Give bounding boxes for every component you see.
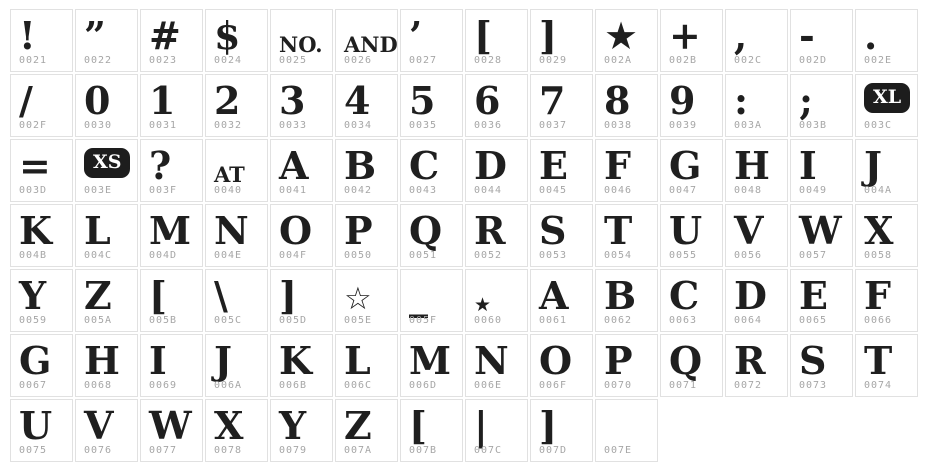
- glyph: AT: [214, 162, 245, 187]
- glyph: O: [279, 208, 312, 253]
- glyph: [: [474, 13, 491, 58]
- codepoint-label: 0026: [344, 55, 373, 66]
- codepoint-label: 004D: [149, 250, 178, 261]
- glyph: ]: [539, 403, 556, 448]
- codepoint-label: 0042: [344, 185, 373, 196]
- glyph-cell: [75, 334, 138, 397]
- glyph: U: [669, 208, 702, 253]
- glyph-cell: [335, 139, 398, 202]
- glyph-cell: [270, 269, 333, 332]
- codepoint-label: 005F: [409, 315, 438, 326]
- glyph-cell: [595, 269, 658, 332]
- glyph-cell: [725, 334, 788, 397]
- glyph: P: [604, 338, 632, 383]
- glyph-cell: [140, 9, 203, 72]
- codepoint-label: 0057: [799, 250, 828, 261]
- codepoint-label: 004F: [279, 250, 308, 261]
- codepoint-label: 002F: [19, 120, 48, 131]
- glyph: NO.: [279, 32, 323, 57]
- codepoint-label: 005C: [214, 315, 243, 326]
- codepoint-label: 0056: [734, 250, 763, 261]
- glyph-cell: [465, 204, 528, 267]
- glyph-cell: [400, 204, 463, 267]
- glyph: D: [474, 143, 506, 188]
- codepoint-label: 0038: [604, 120, 633, 131]
- glyph: X: [214, 403, 243, 448]
- codepoint-label: 005D: [279, 315, 308, 326]
- codepoint-label: 006E: [474, 380, 503, 391]
- codepoint-label: 0058: [864, 250, 893, 261]
- glyph-cell: [855, 269, 918, 332]
- glyph-cell: [10, 74, 73, 137]
- glyph: :: [734, 78, 748, 123]
- codepoint-label: 0074: [864, 380, 893, 391]
- glyph: !: [19, 13, 35, 58]
- glyph: N: [474, 338, 508, 383]
- glyph: ’: [409, 13, 422, 58]
- glyph: W: [799, 208, 841, 253]
- glyph-cell: [530, 204, 593, 267]
- glyph: ,: [734, 13, 747, 58]
- glyph: 5: [409, 78, 435, 123]
- glyph: $: [214, 13, 240, 58]
- codepoint-label: 002A: [604, 55, 633, 66]
- codepoint-label: 0035: [409, 120, 438, 131]
- glyph: H: [84, 338, 119, 383]
- codepoint-label: 0051: [409, 250, 438, 261]
- glyph-cell: [530, 269, 593, 332]
- glyph: I: [149, 338, 166, 383]
- codepoint-label: 0053: [539, 250, 568, 261]
- codepoint-label: 0068: [84, 380, 113, 391]
- glyph: J: [864, 143, 881, 188]
- star-filled-icon: ★: [604, 14, 639, 58]
- codepoint-label: 0037: [539, 120, 568, 131]
- codepoint-label: 0021: [19, 55, 48, 66]
- codepoint-label: 004B: [19, 250, 48, 261]
- glyph: 2: [214, 78, 240, 123]
- codepoint-label: 0076: [84, 445, 113, 456]
- glyph: ]: [539, 13, 556, 58]
- glyph-cell: [595, 139, 658, 202]
- glyph: H: [734, 143, 769, 188]
- glyph: 7: [539, 78, 565, 123]
- codepoint-label: 006F: [539, 380, 568, 391]
- codepoint-label: 006A: [214, 380, 243, 391]
- glyph: D: [734, 273, 766, 318]
- glyph: ”: [84, 13, 105, 58]
- codepoint-label: 0071: [669, 380, 698, 391]
- codepoint-label: 0044: [474, 185, 503, 196]
- glyph: 8: [604, 78, 630, 123]
- glyph: S: [539, 208, 566, 253]
- glyph-cell: [855, 204, 918, 267]
- glyph: 0: [84, 78, 110, 123]
- glyph-cell: [790, 334, 853, 397]
- glyph: P: [344, 208, 372, 253]
- glyph-cell: [790, 269, 853, 332]
- glyph-cell: [660, 204, 723, 267]
- glyph-cell: [855, 139, 918, 202]
- codepoint-label: 0049: [799, 185, 828, 196]
- codepoint-label: 0045: [539, 185, 568, 196]
- codepoint-label: 0063: [669, 315, 698, 326]
- codepoint-label: 0073: [799, 380, 828, 391]
- glyph: G: [19, 338, 51, 383]
- codepoint-label: 006C: [344, 380, 373, 391]
- codepoint-label: 0030: [84, 120, 113, 131]
- glyph-cell: [660, 269, 723, 332]
- size-badge: [864, 75, 910, 120]
- codepoint-label: 007D: [539, 445, 568, 456]
- glyph-cell: [270, 9, 333, 72]
- glyph-cell: [725, 139, 788, 202]
- codepoint-label: 007C: [474, 445, 503, 456]
- glyph: AND: [344, 32, 398, 57]
- codepoint-label: 005E: [344, 315, 373, 326]
- glyph-cell: [400, 74, 463, 137]
- glyph: L: [344, 338, 370, 383]
- glyph-cell: [205, 269, 268, 332]
- glyph-cell: [465, 9, 528, 72]
- glyph: 4: [344, 78, 370, 123]
- glyph-cell: [660, 139, 723, 202]
- glyph: _: [409, 273, 427, 318]
- glyph: +: [669, 13, 700, 58]
- glyph: ]: [279, 273, 296, 318]
- glyph-cell: [790, 139, 853, 202]
- codepoint-label: 0047: [669, 185, 698, 196]
- glyph-cell: [335, 74, 398, 137]
- codepoint-label: 0039: [669, 120, 698, 131]
- glyph: R: [734, 338, 765, 383]
- glyph-cell: [205, 9, 268, 72]
- codepoint-label: 007B: [409, 445, 438, 456]
- codepoint-label: 0055: [669, 250, 698, 261]
- glyph: =: [19, 143, 50, 188]
- glyph: ;: [799, 78, 813, 123]
- glyph-cell: [10, 9, 73, 72]
- codepoint-label: 0061: [539, 315, 568, 326]
- codepoint-label: 006D: [409, 380, 438, 391]
- codepoint-label: 005B: [149, 315, 178, 326]
- glyph: T: [864, 338, 892, 383]
- glyph-cell: [400, 399, 463, 462]
- codepoint-label: 0046: [604, 185, 633, 196]
- glyph-cell: [400, 334, 463, 397]
- glyph: A: [279, 143, 308, 188]
- glyph-cell: [725, 9, 788, 72]
- glyph-cell: [10, 204, 73, 267]
- glyph: /: [19, 78, 32, 123]
- glyph-cell: [270, 139, 333, 202]
- glyph: M: [149, 208, 191, 253]
- codepoint-label: 0032: [214, 120, 243, 131]
- size-badge-label: XL: [864, 83, 910, 113]
- glyph-cell: [790, 74, 853, 137]
- glyph: E: [539, 143, 567, 188]
- glyph-cell: [595, 74, 658, 137]
- codepoint-label: 0078: [214, 445, 243, 456]
- codepoint-label: 0075: [19, 445, 48, 456]
- codepoint-label: 0072: [734, 380, 763, 391]
- glyph: C: [669, 273, 699, 318]
- codepoint-label: 0069: [149, 380, 178, 391]
- glyph-cell: [205, 204, 268, 267]
- glyph-cell: [790, 204, 853, 267]
- glyph-cell: [10, 269, 73, 332]
- glyph-cell: [530, 9, 593, 72]
- glyph-cell: [465, 74, 528, 137]
- glyph-cell: [855, 9, 918, 72]
- glyph-cell: [595, 9, 658, 72]
- codepoint-label: 0022: [84, 55, 113, 66]
- codepoint-label: 0054: [604, 250, 633, 261]
- codepoint-label: 003F: [149, 185, 178, 196]
- glyph: W: [149, 403, 191, 448]
- glyph-cell: [140, 269, 203, 332]
- codepoint-label: 0066: [864, 315, 893, 326]
- glyph-cell: [205, 334, 268, 397]
- glyph: 3: [279, 78, 305, 123]
- glyph: B: [604, 273, 636, 318]
- glyph-cell: [465, 139, 528, 202]
- glyph-cell: [530, 74, 593, 137]
- glyph-cell: [595, 399, 658, 462]
- glyph-cell: [140, 399, 203, 462]
- glyph-cell: [855, 74, 918, 137]
- glyph: V: [734, 208, 763, 253]
- codepoint-label: 002C: [734, 55, 763, 66]
- glyph: L: [84, 208, 110, 253]
- glyph: Q: [409, 208, 442, 253]
- glyph-cell: [465, 334, 528, 397]
- glyph-cell: [660, 334, 723, 397]
- glyph: Z: [84, 273, 111, 318]
- glyph-cell: [270, 74, 333, 137]
- codepoint-label: 0031: [149, 120, 178, 131]
- glyph-cell: [205, 74, 268, 137]
- glyph: 6: [474, 78, 500, 123]
- glyph-cell: [140, 74, 203, 137]
- codepoint-label: 0064: [734, 315, 763, 326]
- glyph-cell: [75, 139, 138, 202]
- codepoint-label: 0070: [604, 380, 633, 391]
- codepoint-label: 0036: [474, 120, 503, 131]
- glyph-cell: [335, 204, 398, 267]
- glyph-cell: [335, 9, 398, 72]
- glyph-cell: [10, 399, 73, 462]
- glyph-cell: [75, 204, 138, 267]
- codepoint-label: 0060: [474, 315, 503, 326]
- glyph-cell: [400, 9, 463, 72]
- size-badge: [84, 140, 130, 185]
- glyph-cell: [205, 399, 268, 462]
- glyph: [: [149, 273, 166, 318]
- glyph: B: [344, 143, 376, 188]
- glyph-cell: [335, 269, 398, 332]
- glyph-cell: [270, 334, 333, 397]
- glyph: Y: [19, 273, 46, 318]
- codepoint-label: 007A: [344, 445, 373, 456]
- glyph-cell: [10, 334, 73, 397]
- glyph-cell: [400, 139, 463, 202]
- codepoint-label: 003D: [19, 185, 48, 196]
- glyph: |: [474, 403, 487, 448]
- glyph: Q: [669, 338, 702, 383]
- glyph-cell: [725, 204, 788, 267]
- codepoint-label: 0062: [604, 315, 633, 326]
- glyph-cell: [530, 399, 593, 462]
- star-small-icon: ★: [474, 294, 492, 316]
- glyph-cell: [10, 139, 73, 202]
- codepoint-label: 0033: [279, 120, 308, 131]
- glyph: ?: [149, 143, 171, 188]
- glyph: #: [149, 13, 180, 58]
- glyph-cell: [75, 269, 138, 332]
- codepoint-label: 0028: [474, 55, 503, 66]
- size-badge-label: XS: [84, 148, 130, 178]
- glyph: I: [799, 143, 816, 188]
- glyph: T: [604, 208, 632, 253]
- glyph: S: [799, 338, 826, 383]
- glyph: 1: [149, 78, 175, 123]
- glyph-cell: [465, 269, 528, 332]
- glyph-cell: [595, 334, 658, 397]
- codepoint-label: 004C: [84, 250, 113, 261]
- glyph: F: [604, 143, 630, 188]
- glyph-cell: [140, 139, 203, 202]
- glyph-cell: [335, 399, 398, 462]
- glyph: K: [279, 338, 312, 383]
- glyph: [: [409, 403, 426, 448]
- codepoint-label: 003E: [84, 185, 113, 196]
- codepoint-label: 0052: [474, 250, 503, 261]
- glyph-cell: [205, 139, 268, 202]
- codepoint-label: 0048: [734, 185, 763, 196]
- glyph: -: [799, 13, 814, 58]
- codepoint-label: 004A: [864, 185, 893, 196]
- glyph-cell: [790, 9, 853, 72]
- glyph: R: [474, 208, 505, 253]
- glyph-cell: [335, 334, 398, 397]
- codepoint-label: 0077: [149, 445, 178, 456]
- glyph: X: [864, 208, 893, 253]
- codepoint-label: 0050: [344, 250, 373, 261]
- glyph-cell: [140, 204, 203, 267]
- glyph: O: [539, 338, 572, 383]
- glyph: E: [799, 273, 827, 318]
- codepoint-label: 003C: [864, 120, 893, 131]
- codepoint-label: 0059: [19, 315, 48, 326]
- codepoint-label: 0034: [344, 120, 373, 131]
- glyph-cell: [465, 399, 528, 462]
- codepoint-label: 0041: [279, 185, 308, 196]
- glyph-cell: [725, 74, 788, 137]
- codepoint-label: 0065: [799, 315, 828, 326]
- glyph: .: [864, 13, 877, 58]
- glyph-cell: [140, 334, 203, 397]
- codepoint-label: 0067: [19, 380, 48, 391]
- glyph: V: [84, 403, 113, 448]
- glyph-cell: [660, 9, 723, 72]
- glyph: G: [669, 143, 701, 188]
- glyph-cell: [270, 399, 333, 462]
- glyph-cell: [660, 74, 723, 137]
- codepoint-label: 002B: [669, 55, 698, 66]
- codepoint-label: 0025: [279, 55, 308, 66]
- glyph: K: [19, 208, 52, 253]
- codepoint-label: 0079: [279, 445, 308, 456]
- codepoint-label: 006B: [279, 380, 308, 391]
- glyph: J: [214, 338, 231, 383]
- glyph: A: [539, 273, 568, 318]
- codepoint-label: 0023: [149, 55, 178, 66]
- glyph-cell: [725, 269, 788, 332]
- glyph-cell: [75, 9, 138, 72]
- glyph: M: [409, 338, 451, 383]
- codepoint-label: 0043: [409, 185, 438, 196]
- glyph: Y: [279, 403, 306, 448]
- codepoint-label: 002E: [864, 55, 893, 66]
- codepoint-label: 002D: [799, 55, 828, 66]
- codepoint-label: 0027: [409, 55, 438, 66]
- glyph-cell: [530, 139, 593, 202]
- codepoint-label: 003A: [734, 120, 763, 131]
- glyph-cell: [270, 204, 333, 267]
- glyph-cell: [75, 74, 138, 137]
- codepoint-label: 007E: [604, 445, 633, 456]
- glyph: Z: [344, 403, 371, 448]
- codepoint-label: 005A: [84, 315, 113, 326]
- codepoint-label: 0024: [214, 55, 243, 66]
- glyph-grid: [10, 9, 918, 462]
- glyph: C: [409, 143, 439, 188]
- codepoint-label: 0029: [539, 55, 568, 66]
- glyph-cell: [400, 269, 463, 332]
- glyph-cell: [855, 334, 918, 397]
- glyph: U: [19, 403, 52, 448]
- glyph-cell: [75, 399, 138, 462]
- glyph: \: [214, 273, 227, 318]
- star-outline-icon: ☆: [344, 281, 372, 317]
- glyph: 9: [669, 78, 695, 123]
- glyph: F: [864, 273, 890, 318]
- glyph: N: [214, 208, 248, 253]
- glyph-cell: [595, 204, 658, 267]
- glyph-cell: [530, 334, 593, 397]
- codepoint-label: 003B: [799, 120, 828, 131]
- codepoint-label: 0040: [214, 185, 243, 196]
- codepoint-label: 004E: [214, 250, 243, 261]
